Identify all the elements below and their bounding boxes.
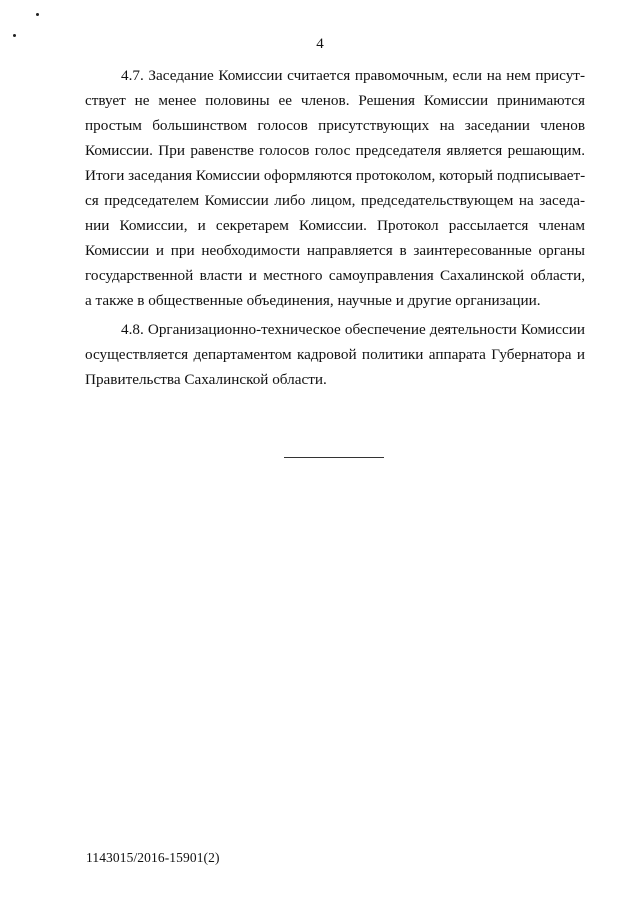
document-registration-code: 1143015/2016-15901(2) bbox=[86, 850, 220, 865]
end-separator-line bbox=[284, 457, 384, 458]
text-line: 4.7. Заседание Комиссии считается правомочным, если на нем присут- bbox=[121, 67, 585, 84]
text-line: государственной власти и местного самоуправления Сахалинской области, bbox=[85, 267, 585, 284]
text-line: ствует не менее половины ее членов. Решения Комиссии принимаются bbox=[85, 92, 585, 109]
text-line: ся председателем Комиссии либо лицом, председательствующем на заседа- bbox=[85, 192, 585, 209]
text-line: Итоги заседания Комиссии оформляются протоколом, который подписывает- bbox=[85, 167, 586, 184]
page-number: 4 bbox=[316, 36, 324, 52]
text-line: 4.8. Организационно-техническое обеспечение деятельности Комиссии bbox=[121, 321, 585, 338]
text-line: простым большинством голосов присутствующих на заседании членов bbox=[85, 117, 585, 134]
text-line: осуществляется департаментом кадровой политики аппарата Губернатора и bbox=[85, 346, 585, 363]
text-line: Правительства Сахалинской области. bbox=[85, 371, 327, 388]
text-line: Комиссии и при необходимости направляется в заинтересованные органы bbox=[85, 242, 585, 259]
text-line: нии Комиссии, и секретарем Комиссии. Протокол рассылается членам bbox=[85, 217, 585, 234]
text-line: а также в общественные объединения, научные и другие организации. bbox=[85, 292, 541, 309]
scan-speck bbox=[36, 13, 39, 16]
text-line: Комиссии. При равенстве голосов голос председателя является решающим. bbox=[85, 142, 585, 159]
